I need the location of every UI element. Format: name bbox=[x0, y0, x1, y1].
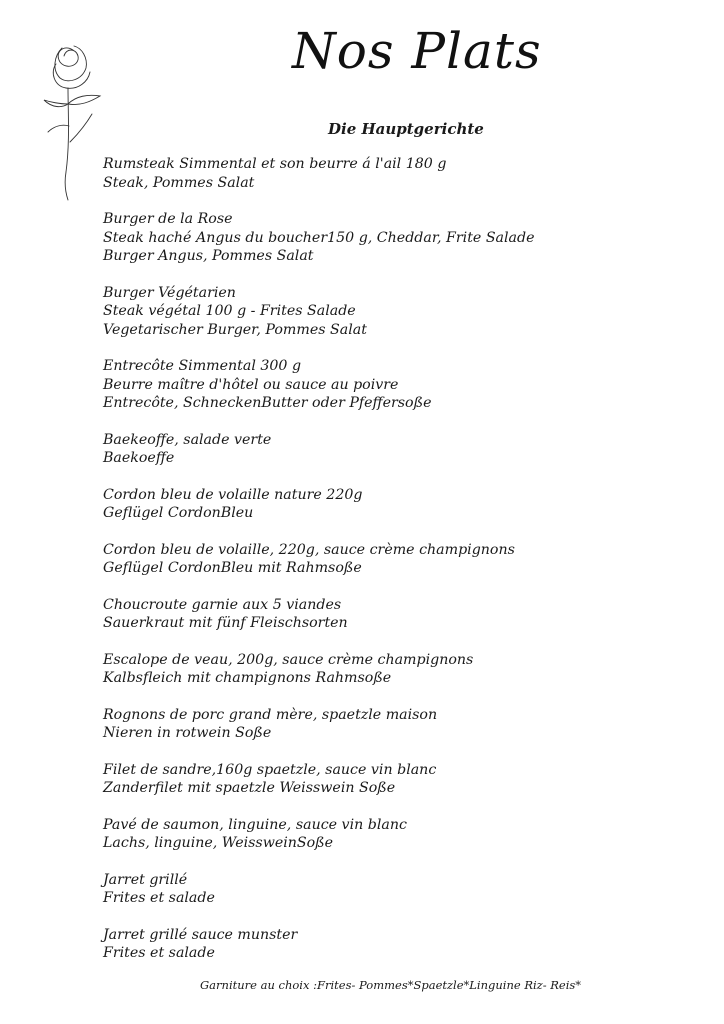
dish-item bbox=[103, 651, 703, 688]
dish-item bbox=[103, 596, 703, 633]
dish-line: Zanderfilet mit spaetzle Weisswein Soße bbox=[103, 780, 396, 796]
dish-line: Vegetarischer Burger, Pommes Salat bbox=[103, 321, 367, 338]
dish-item bbox=[103, 284, 703, 340]
dish-item bbox=[103, 761, 703, 798]
dish-line: Jarret grillé sauce munster bbox=[103, 926, 298, 943]
dish-item bbox=[103, 926, 703, 963]
dish-line: Entrecôte, SchneckenButter oder Pfeffersoße bbox=[103, 395, 432, 411]
page-title: Nos Plats bbox=[292, 22, 542, 80]
dish-line: Burger de la Rose bbox=[103, 211, 233, 227]
dish-line: Beurre maître d'hôtel ou sauce au poivre bbox=[103, 376, 399, 393]
dish-line: Choucroute garnie aux 5 viandes bbox=[103, 596, 342, 613]
dish-line: Steak végétal 100 g - Frites Salade bbox=[103, 303, 356, 319]
dish-line: Frites et salade bbox=[103, 890, 215, 906]
dish-item bbox=[103, 357, 703, 413]
dish-item bbox=[103, 541, 703, 578]
dish-line: Escalope de veau, 200g, sauce crème champignons bbox=[103, 651, 474, 668]
dish-line: Burger Angus, Pommes Salat bbox=[103, 248, 314, 264]
dish-line: Steak, Pommes Salat bbox=[103, 174, 255, 191]
dish-line: Filet de sandre,160g spaetzle, sauce vin blanc bbox=[103, 761, 437, 778]
dish-line: Nieren in rotwein Soße bbox=[103, 725, 272, 741]
dish-line: Pavé de saumon, linguine, sauce vin blanc bbox=[103, 816, 407, 833]
dish-line: Baekeoffe, salade verte bbox=[103, 431, 272, 448]
dish-list bbox=[103, 155, 703, 981]
dish-line: Cordon bleu de volaille, 220g, sauce crème champignons bbox=[103, 541, 515, 558]
dish-line: Steak haché Angus du boucher150 g, Cheddar, Frite Salade bbox=[103, 229, 535, 246]
dish-item bbox=[103, 816, 703, 853]
dish-line: Sauerkraut mit fünf Fleischsorten bbox=[103, 615, 348, 631]
dish-item bbox=[103, 871, 703, 908]
dish-item bbox=[103, 706, 703, 743]
page-subtitle: Die Hauptgerichte bbox=[328, 120, 484, 138]
dish-line: Rumsteak Simmental et son beurre á l'ail 180 g bbox=[103, 156, 447, 172]
dish-line: Kalbsfleich mit champignons Rahmsoße bbox=[103, 670, 392, 686]
rose-line-drawing-icon bbox=[40, 42, 106, 202]
dish-line: Cordon bleu de volaille nature 220g bbox=[103, 486, 363, 503]
dish-line: Rognons de porc grand mère, spaetzle maison bbox=[103, 706, 438, 723]
dish-line: Geflügel CordonBleu bbox=[103, 505, 254, 521]
garnish-footnote: Garniture au choix :Frites- Pommes*Spaetzle*Linguine Riz- Reis* bbox=[200, 978, 582, 992]
dish-line: Geflügel CordonBleu mit Rahmsoße bbox=[103, 560, 362, 576]
dish-item bbox=[103, 431, 703, 468]
dish-item bbox=[103, 486, 703, 523]
dish-line: Frites et salade bbox=[103, 945, 215, 961]
dish-line: Entrecôte Simmental 300 g bbox=[103, 358, 302, 374]
dish-line: Baekoeffe bbox=[103, 450, 175, 466]
dish-line: Jarret grillé bbox=[103, 871, 188, 888]
dish-item bbox=[103, 210, 703, 266]
dish-line: Lachs, linguine, WeissweinSoße bbox=[103, 835, 334, 851]
dish-item bbox=[103, 155, 703, 192]
dish-line: Burger Végétarien bbox=[103, 284, 236, 301]
